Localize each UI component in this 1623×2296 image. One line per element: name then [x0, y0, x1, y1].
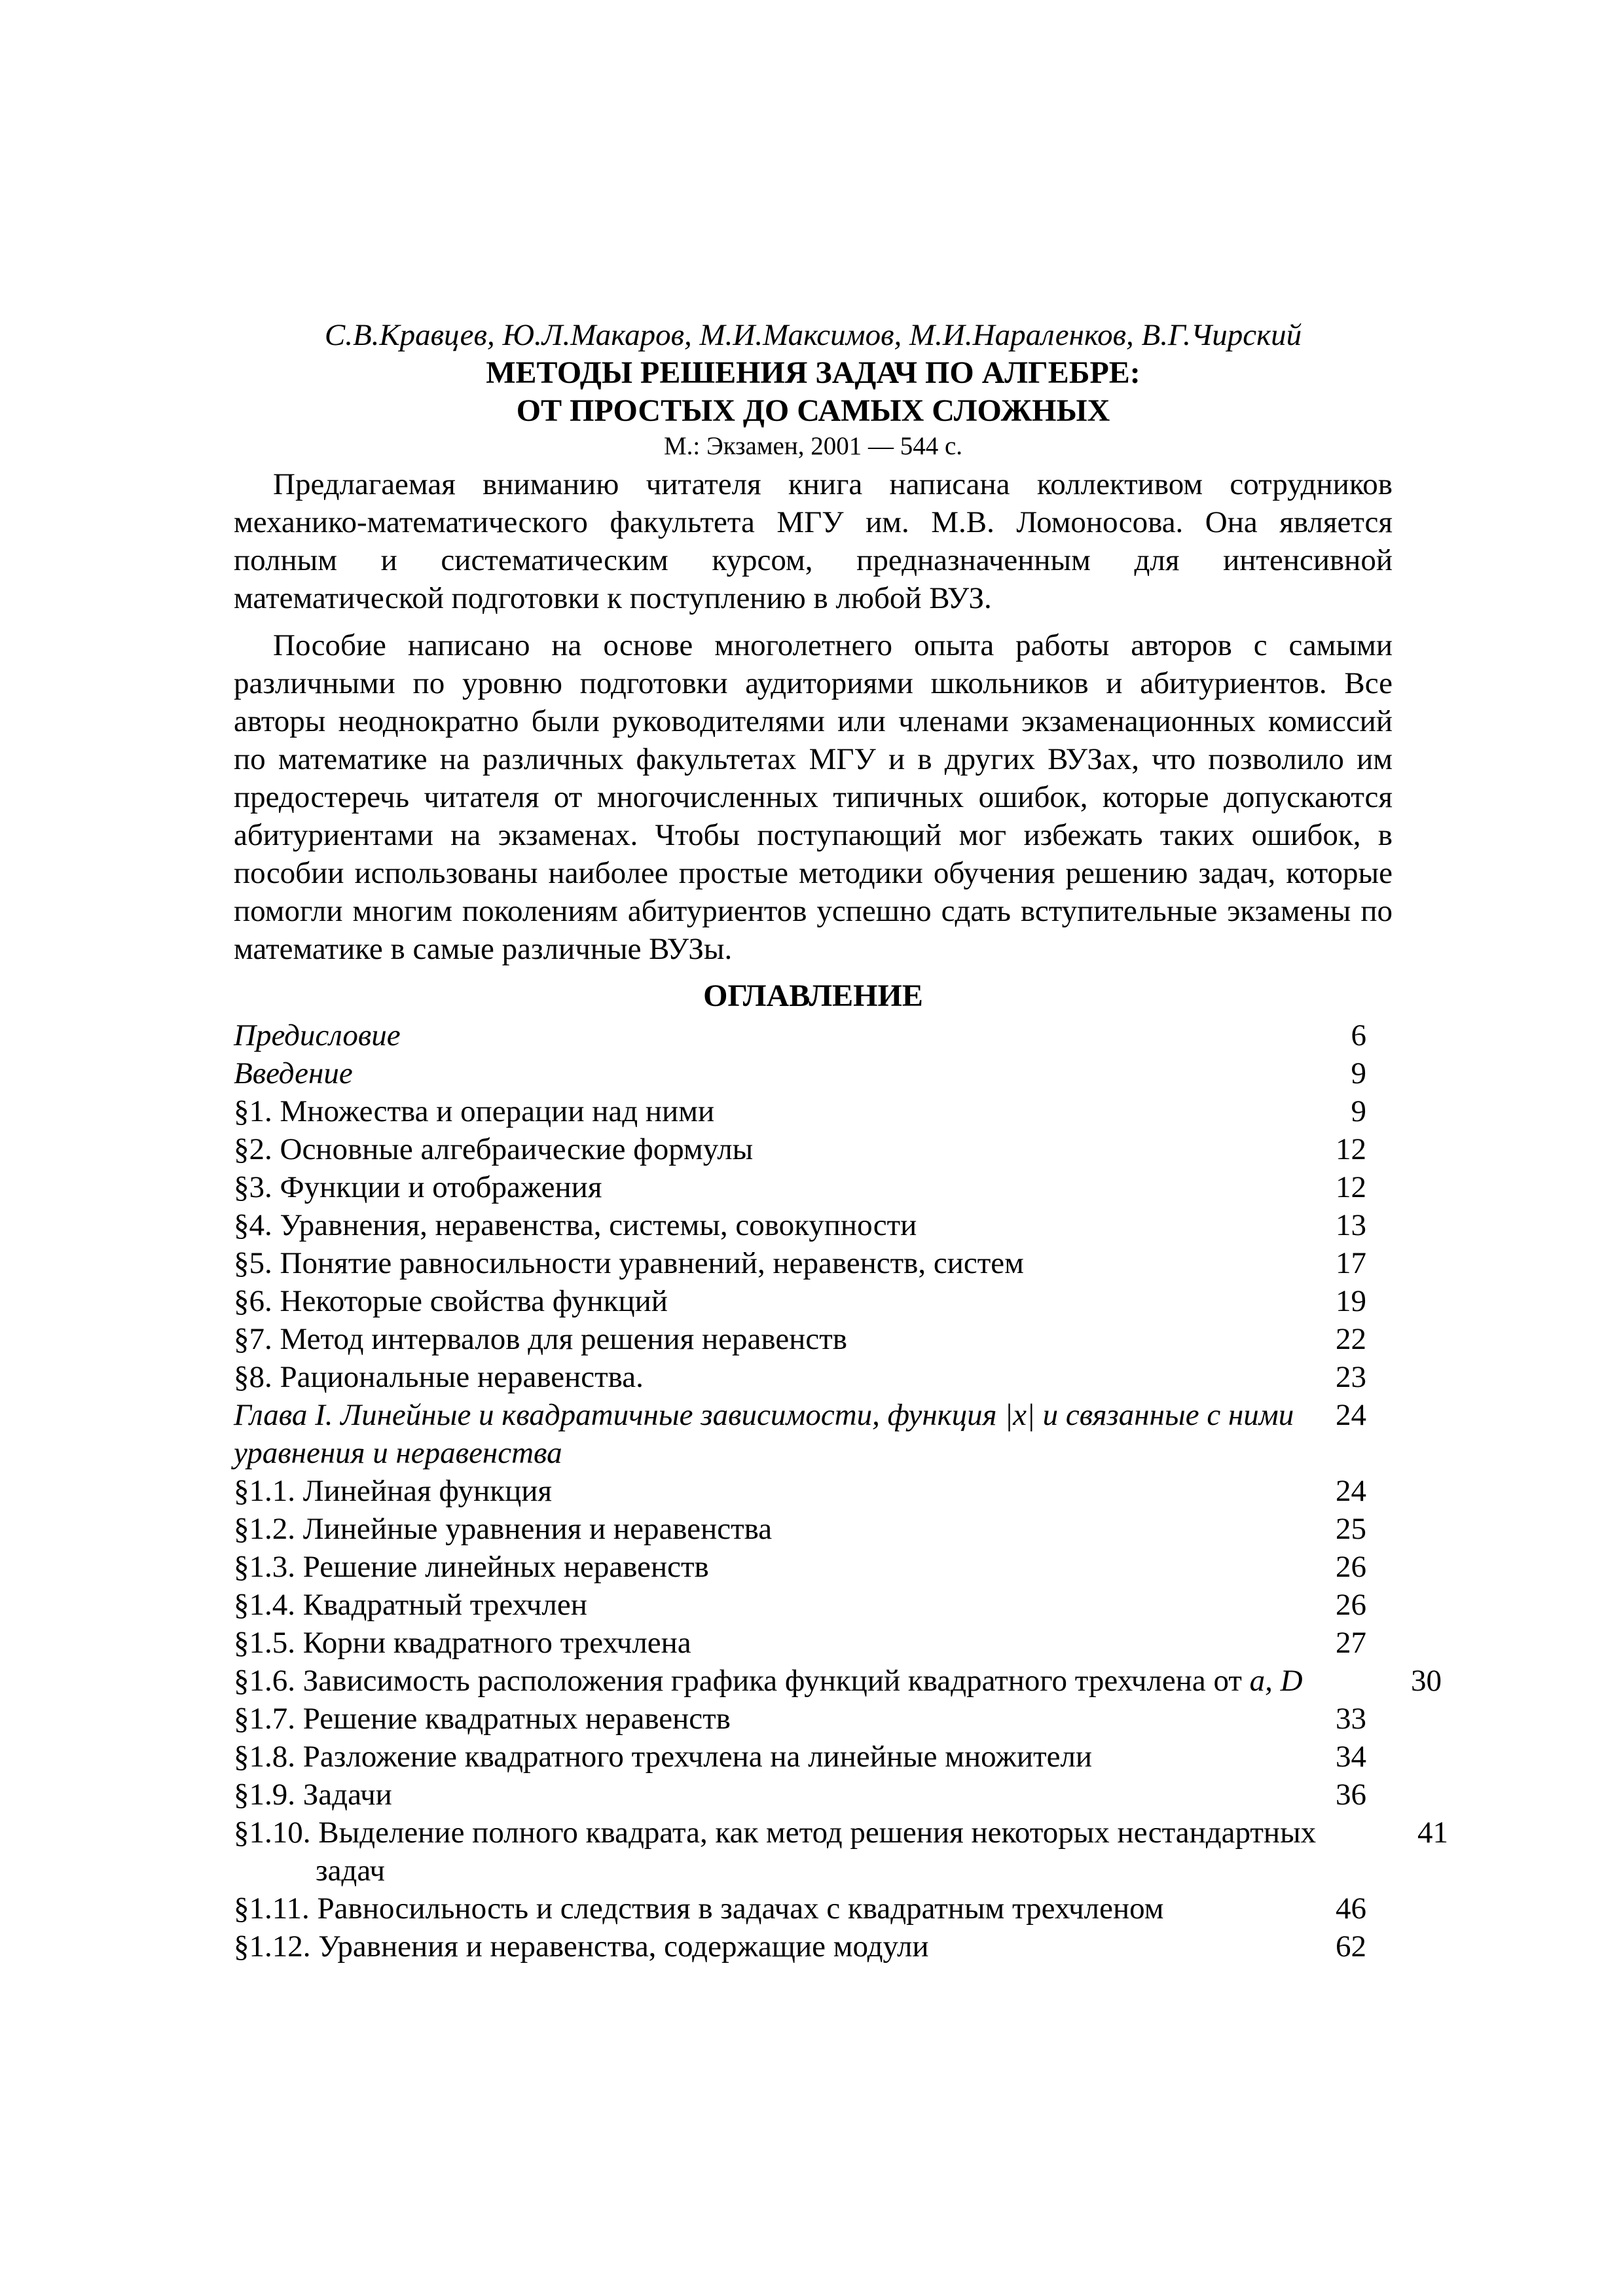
toc-entry-section-7	[234, 1320, 1393, 1358]
toc-entry-page: 6	[1351, 1018, 1366, 1052]
toc-entry-page: 13	[1336, 1208, 1366, 1242]
toc-entry-page: 9	[1351, 1056, 1366, 1090]
toc-entry-section-1-1	[234, 1472, 1393, 1510]
toc-entry-section-1-10	[234, 1814, 1448, 1890]
toc-entry-label: §1.2. Линейные уравнения и неравенства	[234, 1512, 773, 1546]
toc-entry-section-3	[234, 1168, 1393, 1206]
toc-entry-section-1-4	[234, 1586, 1393, 1624]
toc-entry-section-4	[234, 1206, 1393, 1244]
toc-entry-label: §1.9. Задачи	[234, 1778, 392, 1812]
toc-entry-label: §1.11. Равносильность и следствия в задачах с квадратным трехчленом	[234, 1892, 1164, 1926]
toc-entry-page: 19	[1336, 1284, 1366, 1318]
toc-entry-section-1-8	[234, 1738, 1393, 1776]
toc-entry-section-1-7	[234, 1700, 1393, 1738]
toc-entry-page: 12	[1336, 1132, 1366, 1166]
toc-entry-label: §1.5. Корни квадратного трехчлена	[234, 1626, 691, 1660]
toc-entry-section-8	[234, 1358, 1393, 1396]
toc-entry-label: §5. Понятие равносильности уравнений, неравенств, систем	[234, 1246, 1024, 1280]
toc-entry-label: §1.7. Решение квадратных неравенств	[234, 1702, 731, 1736]
toc-entry-page: 9	[1351, 1094, 1366, 1128]
toc-entry-label: §2. Основные алгебраические формулы	[234, 1132, 754, 1166]
toc-entry-section-1-12	[234, 1928, 1393, 1965]
toc-entry-label-variables: a, D	[1249, 1664, 1303, 1698]
toc-entry-section-1-6	[234, 1662, 1442, 1700]
toc-entry-label: Предисловие	[234, 1018, 401, 1052]
toc-entry-introduction	[234, 1054, 1393, 1092]
toc-entry-page: 30	[1411, 1664, 1442, 1698]
toc-entry-section-5	[234, 1244, 1393, 1282]
toc-entry-page: 24	[1336, 1398, 1366, 1432]
toc-entry-label-text: §1.6. Зависимость расположения графика функций квадратного трехчлена от	[234, 1664, 1250, 1698]
toc-entry-page: 24	[1336, 1474, 1366, 1508]
toc-entry-page: 12	[1336, 1170, 1366, 1204]
toc-entry-page: 22	[1336, 1322, 1366, 1356]
toc-entry-page: 27	[1336, 1626, 1366, 1660]
toc-entry-page: 23	[1336, 1360, 1366, 1394]
toc-entry-page: 26	[1336, 1588, 1366, 1622]
toc-entry-page: 62	[1336, 1929, 1366, 1964]
toc-entry-page: 46	[1336, 1892, 1366, 1926]
toc-entry-section-6	[234, 1282, 1393, 1320]
toc-entry-page: 33	[1336, 1702, 1366, 1736]
page-content	[234, 316, 1448, 1965]
toc-entry-label: §7. Метод интервалов для решения неравенств	[234, 1322, 847, 1356]
table-of-contents	[234, 1016, 1448, 1965]
book-title-line2: ОТ ПРОСТЫХ ДО САМЫХ СЛОЖНЫХ	[516, 393, 1110, 428]
toc-entry-label: §3. Функции и отображения	[234, 1170, 602, 1204]
toc-entry-section-1-3	[234, 1548, 1393, 1586]
toc-entry-section-1-5	[234, 1624, 1393, 1662]
toc-entry-section-2	[234, 1130, 1393, 1168]
toc-entry-label: §1.3. Решение линейных неравенств	[234, 1550, 709, 1584]
book-title-line1: МЕТОДЫ РЕШЕНИЯ ЗАДАЧ ПО АЛГЕБРЕ:	[486, 355, 1140, 390]
toc-entry-section-1	[234, 1092, 1393, 1130]
description-paragraph-2: Пособие написано на основе многолетнего опыта работы авторов с самыми различными по уровню подготовки аудиториями школьников и абитуриентов. Все авторы неоднократно были руководителями или членами экзаменационных комиссий по математике на различных факультетах МГУ и в других ВУЗах, что позволило им предостеречь читателя от многочисленных типичных ошибок, которые допускаются абитуриентами на экзаменах. Чтобы поступающий мог избежать таких ошибок, в пособии использованы наиболее простые методики обучения решению задач, которые помогли многим поколениям абитуриентов успешно сдать вступительные экзамены по математике в самые различные ВУЗы.	[234, 628, 1393, 966]
toc-entry-page: 36	[1336, 1778, 1366, 1812]
authors-line: С.В.Кравцев, Ю.Л.Макаров, М.И.Максимов, М.И.Нараленков, В.Г.Чирский	[324, 318, 1302, 352]
toc-entry-label: §1.1. Линейная функция	[234, 1474, 553, 1508]
toc-entry-page: 41	[1417, 1816, 1448, 1850]
toc-entry-label: §1.12. Уравнения и неравенства, содержащие модули	[234, 1929, 929, 1964]
toc-entry-chapter-1	[234, 1396, 1393, 1472]
toc-entry-label: §1.4. Квадратный трехчлен	[234, 1588, 587, 1622]
toc-entry-label: §1.8. Разложение квадратного трехчлена на линейные множители	[234, 1740, 1093, 1774]
toc-entry-section-1-2	[234, 1510, 1393, 1548]
description-paragraph-1: Предлагаемая вниманию читателя книга написана коллективом сотрудников механико-математического факультета МГУ им. М.В. Ломоносова. Она является полным и систематическим курсом, предназначенным для интенсивной математической подготовки к поступлению в любой ВУЗ.	[234, 467, 1393, 615]
toc-entry-section-1-11	[234, 1890, 1393, 1928]
toc-entry-label: §8. Рациональные неравенства.	[234, 1360, 644, 1394]
toc-entry-page: 26	[1336, 1550, 1366, 1584]
toc-entry-label: §6. Некоторые свойства функций	[234, 1284, 668, 1318]
toc-entry-page: 25	[1336, 1512, 1366, 1546]
toc-heading: ОГЛАВЛЕНИЕ	[703, 978, 923, 1013]
toc-entry-section-1-9	[234, 1776, 1393, 1814]
imprint-line: М.: Экзамен, 2001 — 544 с.	[663, 432, 963, 460]
toc-entry-page: 34	[1336, 1740, 1366, 1774]
toc-entry-label: §1. Множества и операции над ними	[234, 1094, 715, 1128]
toc-entry-preface	[234, 1016, 1393, 1054]
toc-entry-label	[234, 1662, 1370, 1700]
toc-entry-label: §1.10. Выделение полного квадрата, как метод решения некоторых нестандартных задач	[234, 1816, 1317, 1888]
toc-entry-label: Введение	[234, 1056, 353, 1090]
toc-entry-label: Глава I. Линейные и квадратичные зависимости, функция |x| и связанные с ними уравнения и неравенства	[234, 1398, 1294, 1470]
toc-entry-label: §4. Уравнения, неравенства, системы, совокупности	[234, 1208, 917, 1242]
toc-entry-page: 17	[1336, 1246, 1366, 1280]
